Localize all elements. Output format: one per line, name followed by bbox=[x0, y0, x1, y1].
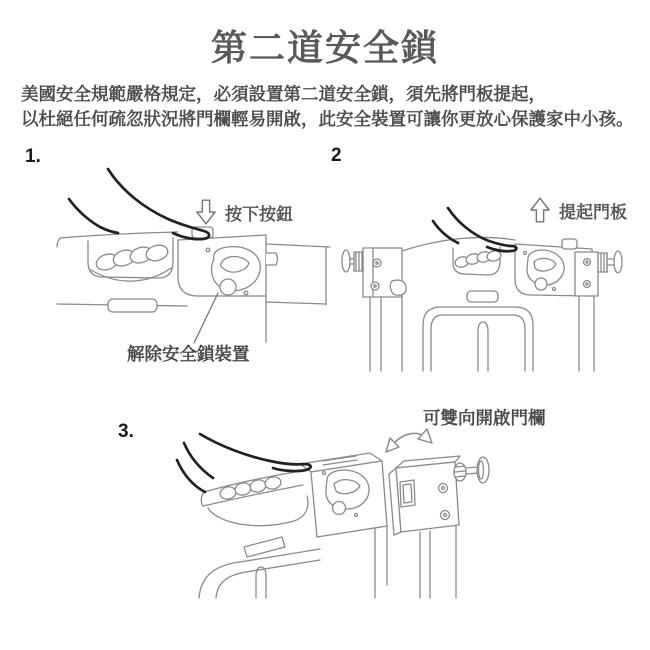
intro-line-1: 美國安全規範嚴格規定，必須設置第二道安全鎖，須先將門板提起， bbox=[21, 84, 546, 104]
step3-number: 3. bbox=[118, 421, 134, 442]
intro-line-2: 以杜絕任何疏忽狀況將門欄輕易開啟，此安全裝置可讓你更放心保護家中小孩。 bbox=[21, 109, 634, 129]
step1-number: 1. bbox=[25, 146, 41, 167]
page-title: 第二道安全鎖 bbox=[210, 27, 439, 68]
press-down-arrow-icon bbox=[196, 198, 216, 226]
left-adjuster-knob bbox=[342, 250, 350, 272]
lift-up-arrow-icon bbox=[530, 196, 550, 224]
step1-illustration-press-button bbox=[50, 165, 340, 350]
step3-caption: 可雙向開啟門欄 bbox=[423, 408, 546, 428]
step1-callout bbox=[196, 198, 293, 226]
step1-caption: 解除安全鎖裝置 bbox=[127, 344, 250, 364]
step2-number: 2 bbox=[331, 145, 342, 166]
step3-illustration-swing-open bbox=[170, 425, 500, 640]
lifting-hand bbox=[433, 208, 516, 251]
right-adjuster-knob bbox=[614, 251, 622, 273]
swing-double-arrow-icon bbox=[386, 429, 432, 452]
pressing-hand bbox=[69, 169, 209, 239]
intro-paragraph bbox=[21, 82, 641, 132]
latch-post bbox=[396, 462, 459, 532]
step2-callout-label: 提起門板 bbox=[559, 202, 627, 222]
step1-callout-label: 按下按鈕 bbox=[225, 204, 293, 224]
step2-callout bbox=[530, 196, 627, 224]
